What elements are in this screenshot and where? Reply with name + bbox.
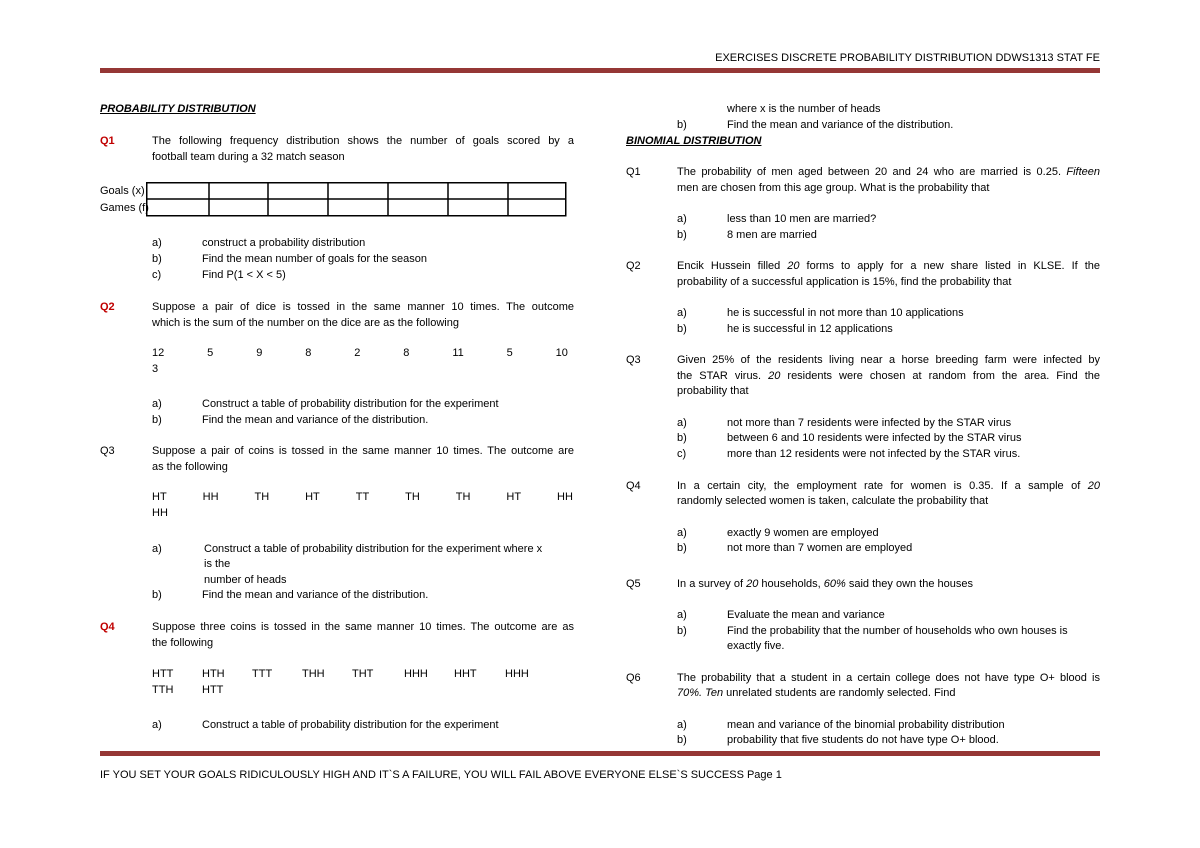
question-text — [677, 165, 1100, 180]
item-text: Construct a table of probability distribution for the experiment where x — [204, 543, 543, 555]
header-rule — [100, 68, 1100, 73]
outcome-value: TH — [254, 491, 270, 503]
outcome-value: 8 — [305, 347, 312, 359]
question-number: Q2 — [100, 301, 115, 313]
question-number: Q2 — [626, 260, 641, 272]
outcome-value: THT — [352, 668, 374, 680]
question-text-part: residents were chosen at random from the area. Find the — [780, 370, 1100, 382]
outcome-value: 3 — [152, 363, 159, 375]
item-label: a) — [152, 237, 162, 249]
table-row-label-goals: Goals (x) — [100, 185, 145, 197]
item-label: b) — [677, 229, 687, 241]
footer-rule — [100, 751, 1100, 756]
question-text: men are chosen from this age group. What is the probability that — [677, 182, 990, 194]
outcome-value: HT — [506, 491, 522, 503]
question-text-part: forms to apply for a new share listed in KLSE. If the — [799, 260, 1101, 272]
question-number: Q3 — [626, 354, 641, 366]
item-label: b) — [677, 542, 687, 554]
question-text: randomly selected women is taken, calculate the probability that — [677, 495, 989, 507]
item-label: a) — [677, 527, 687, 539]
outcome-value: HTT — [202, 684, 224, 696]
outcome-value: HT — [305, 491, 320, 503]
item-label: b) — [152, 589, 162, 601]
question-text-italic: Fifteen — [1066, 166, 1100, 178]
item-text: probability that five students do not have type O+ blood. — [727, 734, 999, 746]
question-text — [677, 686, 955, 701]
item-text: Find the mean and variance of the distribution. — [727, 119, 954, 131]
item-label: b) — [677, 625, 687, 637]
frequency-table — [146, 182, 566, 215]
question-text — [677, 369, 1100, 384]
item-label: a) — [677, 213, 687, 225]
table-row-label-games: Games (f) — [100, 202, 149, 214]
question-text-italic: 20 — [787, 260, 800, 272]
question-text: football team during a 32 match season — [152, 151, 345, 163]
question-number: Q1 — [100, 135, 115, 147]
question-number: Q4 — [626, 480, 641, 492]
outcome-value: HT — [152, 491, 167, 503]
question-text-part: said they own the houses — [845, 578, 974, 590]
outcome-value: HH — [152, 507, 168, 519]
item-label: b) — [152, 414, 162, 426]
question-text: probability of a successful application is 15%, find the probability that — [677, 276, 1012, 288]
question-text: as the following — [152, 461, 228, 473]
outcome-value: HHH — [505, 668, 529, 680]
outcome-value: THH — [302, 668, 325, 680]
question-text — [677, 577, 973, 592]
document-header-title: EXERCISES DISCRETE PROBABILITY DISTRIBUTION DDWS1313 STAT FE — [715, 52, 1100, 64]
item-text: where x is the number of heads — [727, 103, 881, 115]
item-label: a) — [677, 307, 687, 319]
question-text: Suppose three coins is tossed in the same manner 10 times. The outcome are as — [152, 621, 574, 633]
item-text: he is successful in not more than 10 applications — [727, 307, 964, 319]
outcome-value: TTH — [152, 684, 174, 696]
outcome-value: HH — [202, 491, 219, 503]
question-text: which is the sum of the number on the dice are as the following — [152, 317, 459, 329]
item-text: less than 10 men are married? — [727, 213, 877, 225]
question-text-italic: 20 — [1087, 480, 1100, 492]
item-label: a) — [152, 398, 162, 410]
question-text: Suppose a pair of dice is tossed in the same manner 10 times. The outcome — [152, 301, 574, 313]
question-text — [677, 479, 1100, 494]
item-text: number of heads — [204, 574, 287, 586]
item-text: Evaluate the mean and variance — [727, 609, 885, 621]
outcome-value: 5 — [207, 347, 214, 359]
question-text-italic: 20 — [768, 370, 781, 382]
item-text: not more than 7 residents were infected by the STAR virus — [727, 417, 1012, 429]
item-text: Find the mean and variance of the distribution. — [202, 589, 429, 601]
outcome-value: HTT — [152, 668, 174, 680]
question-text: Suppose a pair of coins is tossed in the same manner 10 times. The outcome are — [152, 445, 574, 457]
question-text: probability that — [677, 385, 749, 397]
question-text: Given 25% of the residents living near a horse breeding farm were infected by — [677, 354, 1100, 366]
item-label: b) — [677, 432, 687, 444]
question-text-part: households, — [758, 578, 824, 590]
outcome-value: 11 — [452, 347, 464, 359]
item-label: b) — [152, 253, 162, 265]
item-text: between 6 and 10 residents were infected by the STAR virus — [727, 432, 1022, 444]
item-text: Construct a table of probability distribution for the experiment — [202, 719, 499, 731]
item-text: is the — [204, 558, 231, 570]
section-title-binomial: BINOMIAL DISTRIBUTION — [626, 135, 762, 147]
item-text: 8 men are married — [727, 229, 817, 241]
outcome-value: TH — [455, 491, 471, 503]
document-footer: IF YOU SET YOUR GOALS RIDICULOUSLY HIGH AND IT`S A FAILURE, YOU WILL FAIL ABOVE EVERYONE ELSE`S SUCCESS Page 1 — [100, 769, 782, 781]
outcome-value: 2 — [354, 347, 361, 359]
question-text: The probability that a student in a certain college does not have type O+ blood is — [677, 672, 1100, 684]
outcome-value: TT — [355, 491, 370, 503]
outcome-value: TH — [405, 491, 420, 503]
outcome-value: HH — [557, 491, 573, 503]
outcome-value: HHT — [454, 668, 477, 680]
question-text: the following — [152, 637, 214, 649]
question-text-part: In a survey of — [677, 578, 747, 590]
item-text: mean and variance of the binomial probability distribution — [727, 719, 1005, 731]
outcome-value: HHH — [404, 668, 428, 680]
question-text-part: Encik Hussein filled — [677, 260, 788, 272]
item-text: more than 12 residents were not infected by the STAR virus. — [727, 448, 1021, 460]
question-text-italic: 70%. Ten — [677, 687, 724, 699]
question-text: The following frequency distribution shows the number of goals scored by a — [152, 135, 574, 147]
question-number: Q6 — [626, 672, 641, 684]
item-label: a) — [677, 417, 687, 429]
question-text-part: In a certain city, the employment rate for women is 0.35. If a sample of — [677, 480, 1088, 492]
item-text: Find the mean number of goals for the season — [202, 253, 428, 265]
item-text: Find P(1 < X < 5) — [202, 269, 286, 281]
item-label: b) — [677, 734, 687, 746]
outcome-value: 12 — [152, 347, 165, 359]
item-label: b) — [677, 119, 687, 131]
item-text: exactly 9 women are employed — [727, 527, 879, 539]
item-label: c) — [152, 269, 162, 281]
question-text — [677, 259, 1100, 274]
item-label: a) — [152, 543, 162, 555]
outcome-value: 5 — [506, 347, 513, 359]
outcome-value: HTH — [202, 668, 225, 680]
question-number: Q1 — [626, 166, 641, 178]
item-label: a) — [152, 719, 162, 731]
item-label: c) — [677, 448, 687, 460]
question-number: Q5 — [626, 578, 641, 590]
frequency-table-grid — [146, 182, 568, 217]
question-text-italic: 60% — [823, 578, 846, 590]
outcome-value: 10 — [555, 347, 568, 359]
item-text: not more than 7 women are employed — [727, 542, 913, 554]
outcome-row — [152, 490, 573, 505]
item-label: b) — [677, 323, 687, 335]
outcome-row — [152, 346, 568, 361]
item-text: Find the probability that the number of households who own houses is — [727, 625, 1068, 637]
item-text: Find the mean and variance of the distribution. — [202, 414, 429, 426]
item-text: exactly five. — [727, 640, 785, 652]
question-text-part: the STAR virus. — [677, 370, 769, 382]
item-text: Construct a table of probability distribution for the experiment — [202, 398, 499, 410]
section-title-probability: PROBABILITY DISTRIBUTION — [100, 103, 256, 115]
question-text-part: unrelated students are randomly selected. Find — [723, 687, 956, 699]
item-text: construct a probability distribution — [202, 237, 366, 249]
outcome-value: TTT — [252, 668, 273, 680]
question-number: Q4 — [100, 621, 115, 633]
item-label: a) — [677, 609, 687, 621]
item-label: a) — [677, 719, 687, 731]
question-number: Q3 — [100, 445, 115, 457]
question-text-part: The probability of men aged between 20 and 24 who are married is 0.25. — [677, 166, 1067, 178]
item-text: he is successful in 12 applications — [727, 323, 893, 335]
question-text-italic: 20 — [746, 578, 759, 590]
outcome-value: 9 — [256, 347, 263, 359]
outcome-value: 8 — [403, 347, 410, 359]
